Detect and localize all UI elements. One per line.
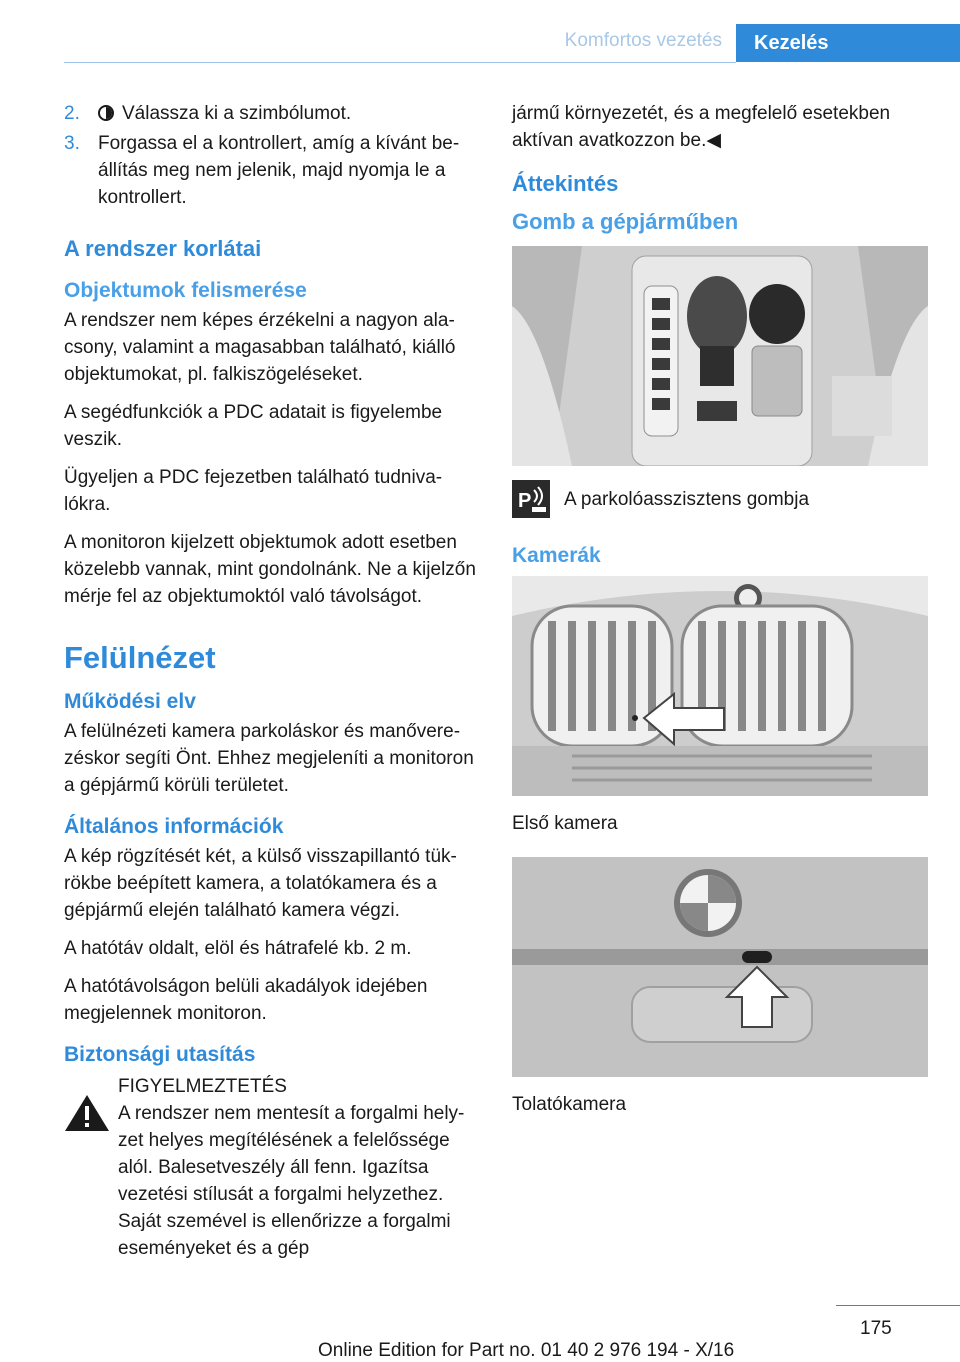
step-number: 2. (64, 103, 80, 124)
objects-heading: Objektumok felismerése (64, 279, 307, 302)
footer-rule (836, 1305, 960, 1306)
header-rule (64, 62, 736, 63)
step-text: Forgassa el a kontrollert, amíg a kívánt beállítás meg nem jelenik, majd nyomja le a kontrollert. (98, 133, 460, 208)
page-number: 175 (860, 1318, 892, 1339)
step-3 (64, 130, 476, 211)
paragraph: A hatótávolságon belüli akadályok idejében megjelennek monitoron. (64, 976, 428, 1024)
warning-title: FIGYELMEZTETÉS (118, 1076, 287, 1097)
edition-note: Online Edition for Part no. 01 40 2 976 194 - X/16 (318, 1340, 735, 1361)
front-camera-photo (512, 576, 928, 796)
overview-heading: Áttekintés (512, 171, 619, 196)
rear-camera-photo (512, 857, 928, 1077)
svg-text:P: P (518, 490, 532, 512)
safety-heading: Biztonsági utasítás (64, 1043, 256, 1066)
header-chapter-tab: Kezelés (736, 24, 960, 62)
paragraph: jármű környezetét, és a megfelelő esetekben aktívan avatkozzon be.◀ (512, 103, 891, 151)
cameras-heading: Kamerák (512, 544, 601, 567)
paragraph: A kép rögzítését két, a külső visszapillantó tükrökbe beépített kamera, a tolatókamera és a gépjármű elején található kamera végzi. (64, 846, 457, 921)
button-caption: A parkolóasszisztens gombja (564, 488, 810, 510)
paragraph: A hatótáv oldalt, elöl és hátrafelé kb. 2 m. (64, 938, 412, 959)
park-assist-button-row (512, 480, 928, 518)
park-assist-button-icon (512, 480, 550, 518)
warning-block (64, 1073, 476, 1262)
step-text: Válassza ki a szimbólumot. (122, 103, 352, 124)
general-heading: Általános információk (64, 815, 284, 838)
right-column (512, 100, 928, 1129)
controller-symbol-icon (98, 105, 114, 121)
left-column (64, 100, 476, 1262)
principle-heading: Működési elv (64, 690, 196, 713)
paragraph: A monitoron kijelzett objektumok adott esetben közelebb vannak, mint gondolnánk. Ne a kijelzőn mérje fel az objektumoktól való távolságot. (64, 532, 476, 607)
step-2 (64, 100, 476, 127)
limits-heading: A rendszer korlátai (64, 236, 262, 261)
front-camera-caption: Első kamera (512, 813, 618, 834)
step-number: 3. (64, 133, 80, 154)
paragraph: A segédfunkciók a PDC adatait is figyelembe veszik. (64, 402, 443, 450)
warning-text: A rendszer nem mentesít a forgalmi helyzet helyes megítélésének a felelőssége alól. Balesetveszély áll fenn. Igazítsa vezetési stílusát a forgalmi helyzethez. Saját szemével is ellenőrizze a forgalmi eseményeket és a gép (118, 1103, 465, 1259)
paragraph: Ügyeljen a PDC fejezetben található tudnivalókra. (64, 467, 443, 515)
paragraph: A rendszer nem képes érzékelni a nagyon alacsony, valamint a magasabban található, kiálló objektumokat, pl. falkiszögeléseket. (64, 310, 456, 385)
topview-heading: Felülnézet (64, 640, 216, 675)
header-section-title: Komfortos vezetés (564, 30, 722, 51)
rear-camera-caption: Tolatókamera (512, 1094, 627, 1115)
warning-triangle-icon (64, 1093, 110, 1133)
paragraph: A felülnézeti kamera parkoláskor és manőverezéskor segíti Önt. Ehhez megjeleníti a monitoron a gépjármű körüli területet. (64, 721, 474, 796)
center-console-photo (512, 246, 928, 466)
button-heading: Gomb a gépjárműben (512, 209, 739, 234)
